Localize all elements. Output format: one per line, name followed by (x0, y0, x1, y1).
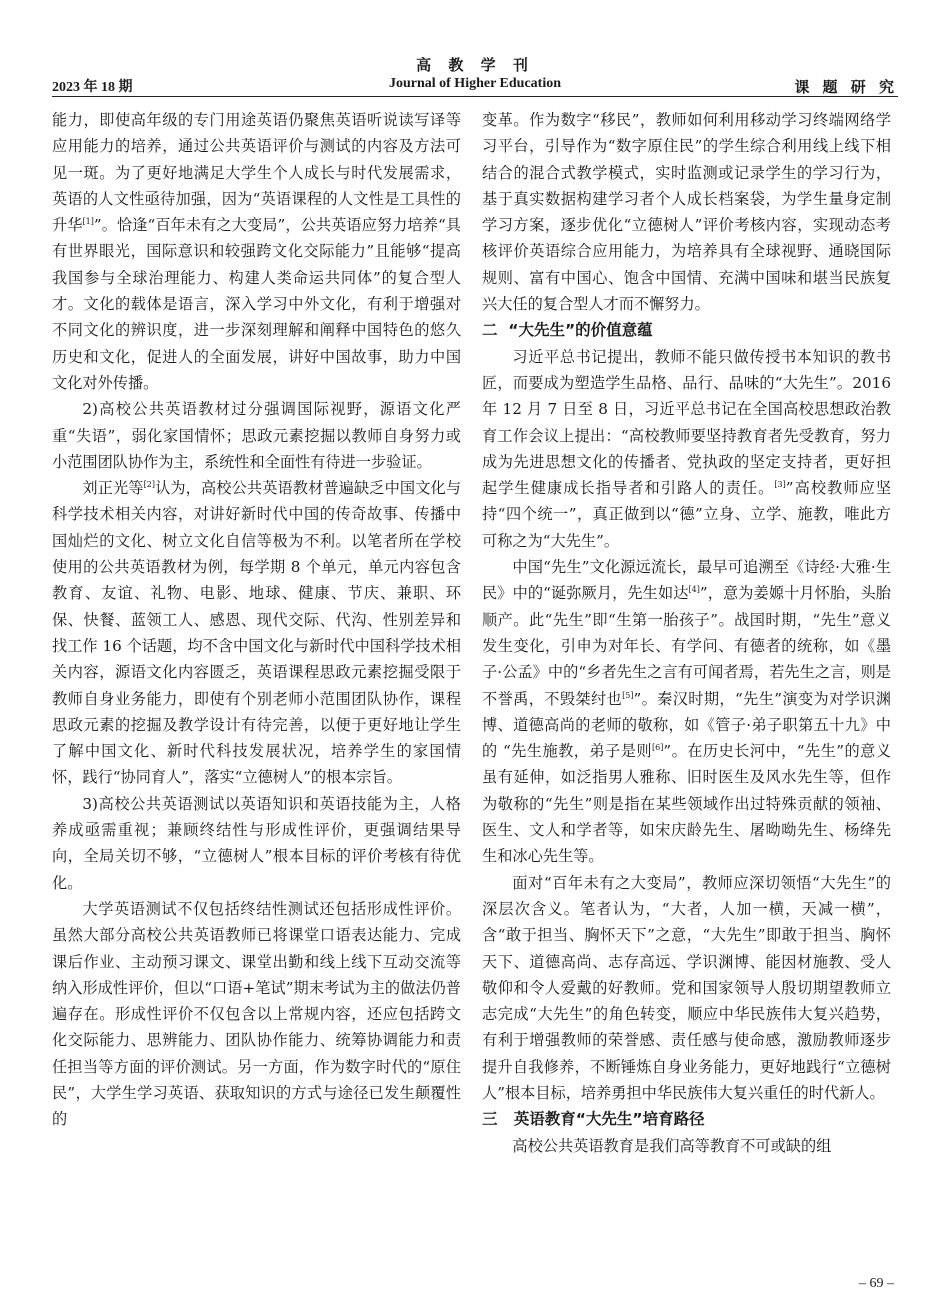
paragraph: 大学英语测试不仅包括终结性测试还包括形成性评价。虽然大部分高校公共英语教师已将课堂口语表达能力、完成课后作业、主动预习课文、课堂出勤和线上线下互动交流等纳入形成性评价，但以“口语+笔试”期末考试为主的做法仍普遍存在。形成性评价不仅包含以上常规内容，还应包括跨文化交际能力、思辨能力、团队协作能力、统筹协调能力和责任担当等方面的评价测试。另一方面，作为数字时代的“原住民”，大学生学习英语、获取知识的方式与途径已发生颠覆性的 (52, 899, 461, 1129)
left-column (52, 107, 461, 1133)
section-heading: 二 “大先生”的价值意蕴 (482, 321, 653, 340)
paragraph: 2)高校公共英语教材过分强调国际视野，源语文化严重“失语”，弱化家国情怀；思政元素挖掘以教师自身努力或小范围团队协作为主，系统性和全面性有待进一步验证。 (52, 400, 461, 471)
section-label: 课 题 研 究 (794, 78, 898, 96)
paragraph: 3)高校公共英语测试以英语知识和英语技能为主，人格养成亟需重视；兼顾终结性与形成性评价，更强调结果导向，全局关切不够，“立德树人”根本目标的评价考核有待优化。 (52, 794, 461, 892)
paragraph: 高校公共英语教育是我们高等教育不可或缺的组 (512, 1136, 832, 1155)
paragraph: 习近平总书记提出，教师不能只做传授书本知识的教书匠，而要成为塑造学生品格、品行、品味的“大先生”。2016 年 12 月 7 日至 8 日，习近平总书记在全国高校思想政治教育工作会议上提出：“高校教师要坚持教育者先受教育，努力成为先进思想文化的传播者、党执政的坚定支持者，更好担起学生健康成长指导者和引路人的责任。[3]”高校教师应坚持“四个统一”，真正做到以“德”立身、立学、施教，唯此方可称之为“大先生”。 (482, 347, 892, 550)
right-column (482, 107, 891, 1159)
page-number: – 69 – (859, 1276, 894, 1291)
header-rule (52, 96, 898, 97)
paragraph: 中国“先生”文化源远流长，最早可追溯至《诗经·大雅·生民》中的“诞弥厥月，先生如达[4]”，意为姜嫄十月怀胎，头胎顺产。此“先生”即“生第一胎孩子”。战国时期，“先生”意义发生变化，引申为对年长、有学问、有德者的统称，如《墨子·公孟》中的“乡者先生之言有可闻者焉，若先生之言，则是不誉禹，不毁桀纣也[5]”。秦汉时期，“先生”演变为对学识渊博、道德高尚的老师的敬称，如《管子·弟子职第五十九》中的 “先生施教，弟子是则[6]”。在历史长河中，“先生”的意义虽有延伸，如泛指男人雅称、旧时医生及风水先生等，但作为敬称的“先生”则是指在某些领域作出过特殊贡献的领袖、医生、文人和学者等，如宋庆龄先生、屠呦呦先生、杨绛先生和冰心先生等。 (482, 558, 892, 866)
journal-title-cn: 高 教 学 刊 (416, 56, 534, 74)
page-header (52, 54, 898, 94)
issue-label: 2023 年 18 期 (52, 80, 133, 95)
journal-title-en: Journal of Higher Education (388, 76, 562, 91)
paragraph: 能力，即使高年级的专门用途英语仍聚焦英语听说读写译等应用能力的培养，通过公共英语评价与测试的内容及方法可见一斑。为了更好地满足大学生个人成长与时代发展需求，英语的人文性亟待加强，因为“英语课程的人文性是工具性的升华[1]”。恰逢“百年未有之大变局”，公共英语应努力培养“具有世界眼光，国际意识和较强跨文化交际能力”且能够“提高我国参与全球治理能力、构建人类命运共同体”的复合型人才。文化的载体是语言，深入学习中外文化，有利于增强对不同文化的辨识度，进一步深刻理解和阐释中国特色的悠久历史和文化，促进人的全面发展，讲好中国故事，助力中国文化对外传播。 (52, 111, 461, 392)
paragraph: 面对“百年未有之大变局”，教师应深切领悟“大先生”的深层次含义。笔者认为，“大者，人加一横，天减一横”，含“敢于担当、胸怀天下”之意，“大先生”即敢于担当、胸怀天下、道德高尚、志存高远、学识渊博、能因材施教、受人敬仰和令人爱戴的好教师。党和国家领导人殷切期望教师立志完成“大先生”的角色转变，顺应中华民族伟大复兴趋势，有利于增强教师的荣誉感、责任感与使命感，激励教师逐步提升自我修养，不断锤炼自身业务能力，更好地践行“立德树人”根本目标，培养勇担中华民族伟大复兴重任的时代新人。 (482, 873, 891, 1102)
paragraph: 刘正光等[2]认为，高校公共英语教材普遍缺乏中国文化与科学技术相关内容，对讲好新时代中国的传奇故事、传播中国灿烂的文化、树立文化自信等极为不利。以笔者所在学校使用的公共英语教材为例，每学期 8 个单元，单元内容包含教育、友谊、礼物、电影、地球、健康、节庆、兼职、环保、快餐、蓝领工人、感恩、现代交际、代沟、性别差异和找工作 16 个话题，均不含中国文化与新时代中国科学技术相关内容，源语文化内容匮乏，英语课程思政元素挖掘受限于教师自身业务能力，即使有个别老师小范围团队协作，课程思政元素的挖掘及教学设计有待完善，以便于更好地让学生了解中国文化、新时代科技发展状况，培养学生的家国情怀，践行“协同育人”，落实“立德树人”的根本宗旨。 (52, 479, 462, 787)
section-heading: 三 英语教育“大先生”培育路径 (482, 1110, 705, 1129)
paragraph: 变革。作为数字“移民”，教师如何利用移动学习终端网络学习平台，引导作为“数字原住民”的学生综合利用线上线下相结合的混合式教学模式，实时监测或记录学生的学习行为，基于真实数据构建学习者个人成长档案袋，为学生量身定制学习方案，逐步优化“立德树人”评价考核内容，实现动态考核评价英语综合应用能力，为培养具有全球视野、通晓国际规则、富有中国心、饱含中国情、充满中国味和堪当民族复兴大任的复合型人才而不懈努力。 (482, 111, 891, 314)
